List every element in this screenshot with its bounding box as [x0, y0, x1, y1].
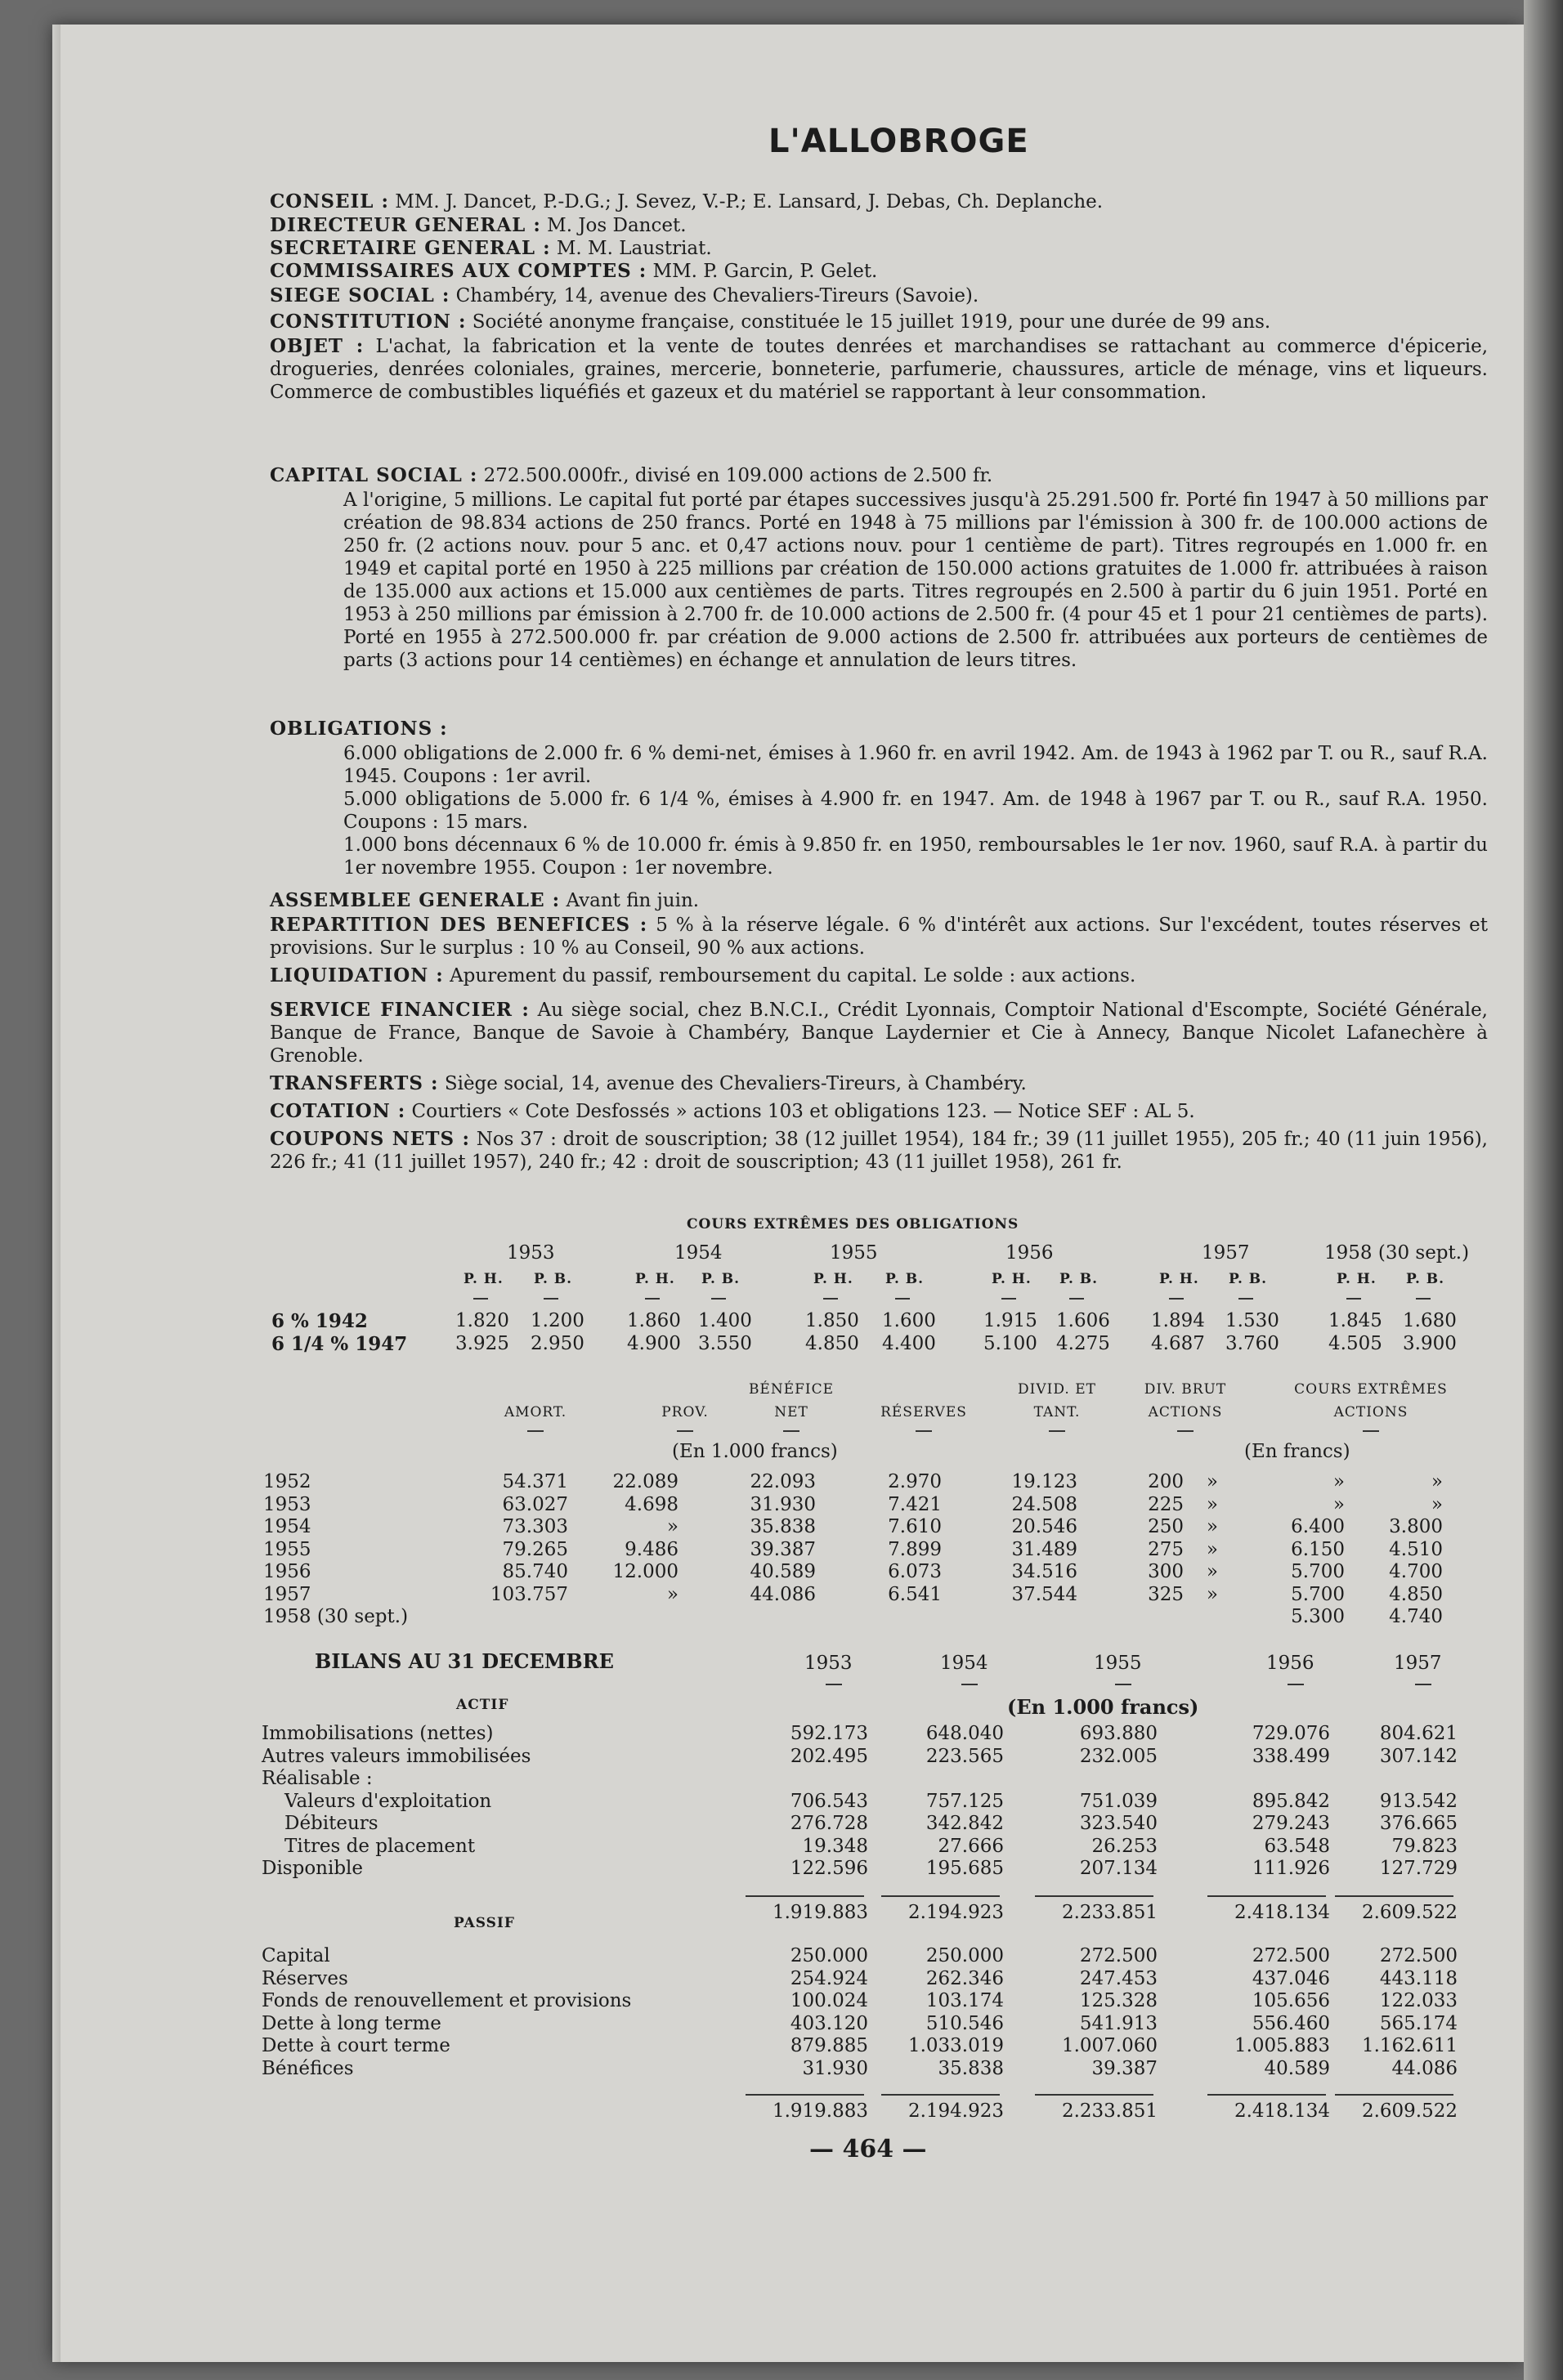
entry-text: M. M. Laustriat. [556, 238, 712, 259]
ph-label: P. H. [635, 1271, 675, 1287]
dash [1169, 1298, 1184, 1300]
results-cell: 20.546 [1011, 1516, 1077, 1537]
entry-text: M. Jos Dancet. [547, 215, 687, 236]
total-rule [881, 2094, 1000, 2096]
bilan-value: 35.838 [938, 2057, 1004, 2079]
dash [823, 1298, 838, 1300]
bilan-value: 122.596 [790, 1858, 868, 1879]
results-cell: » [1206, 1516, 1218, 1537]
results-cell: 34.516 [1011, 1561, 1077, 1582]
entry-text: 272.500.000fr., divisé en 109.000 actions de 2.500 fr. [483, 465, 993, 486]
bond-price: 2.950 [531, 1333, 584, 1354]
results-cell: 4.698 [625, 1493, 678, 1515]
results-year: 1952 [263, 1471, 311, 1492]
results-column-header: RÉSERVES [880, 1404, 967, 1420]
bilan-total: 2.233.851 [1061, 2100, 1158, 2122]
bilan-value: 307.142 [1379, 1745, 1458, 1767]
ph-label: P. H. [464, 1271, 504, 1287]
results-cell: » [1431, 1471, 1443, 1492]
results-cell: 325 [1148, 1583, 1184, 1605]
pb-label: P. B. [1406, 1271, 1445, 1287]
bilan-value: 279.243 [1252, 1813, 1330, 1834]
section-label: LIQUIDATION : [270, 964, 444, 986]
dash [961, 1684, 978, 1685]
bond-price: 4.275 [1056, 1333, 1110, 1354]
bond-price: 1.915 [983, 1310, 1037, 1331]
results-cell: 73.303 [502, 1516, 568, 1537]
section-entry [270, 889, 1488, 912]
dash [1177, 1430, 1194, 1432]
section-entry [270, 999, 1488, 1067]
bond-price: 1.530 [1225, 1310, 1279, 1331]
section-label: REPARTITION DES BENEFICES : [270, 914, 648, 936]
bilan-value: 250.000 [790, 1945, 868, 1966]
results-cell: 103.757 [490, 1583, 568, 1605]
results-column-header: DIVID. ET TANT. [1018, 1381, 1096, 1420]
results-year: 1954 [263, 1516, 311, 1537]
bilan-value: 648.040 [925, 1723, 1004, 1744]
year-label: 1956 [1005, 1242, 1054, 1264]
obligation-item: 5.000 obligations de 5.000 fr. 6 1/4 %, émises à 4.900 fr. en 1947. Am. de 1948 à 1967 par T. ou R., sauf R.A. 1950. Coupons : 15 mars. [343, 789, 1488, 833]
dash [1115, 1684, 1131, 1685]
total-rule [746, 1895, 864, 1897]
header-entry [270, 335, 1488, 404]
bilan-total: 2.194.923 [907, 2100, 1004, 2122]
bilan-value: 247.453 [1079, 1967, 1158, 1989]
entry-label: CAPITAL SOCIAL : [270, 464, 478, 486]
bilan-value: 202.495 [790, 1745, 868, 1767]
bilan-year: 1954 [940, 1653, 988, 1674]
section-label: COTATION : [270, 1100, 406, 1122]
bilan-value: 19.348 [802, 1835, 868, 1857]
obligations-heading: OBLIGATIONS : [270, 718, 448, 740]
passif-label: PASSIF [454, 1915, 515, 1931]
bilan-value: 31.930 [802, 2057, 868, 2079]
bilan-value: 804.621 [1379, 1723, 1458, 1744]
section-entry [270, 1072, 1488, 1095]
results-cell: 7.899 [888, 1538, 942, 1560]
bilan-year: 1953 [804, 1653, 853, 1674]
ph-label: P. H. [992, 1271, 1032, 1287]
bilan-value: 376.665 [1379, 1813, 1458, 1834]
section-text: Courtiers « Cote Desfossés » actions 103 et obligations 123. — Notice SEF : AL 5. [411, 1101, 1195, 1122]
bond-price: 3.550 [698, 1333, 752, 1354]
results-cell: » [1206, 1561, 1218, 1582]
results-cell: 4.510 [1389, 1538, 1443, 1560]
bond-price: 1.200 [531, 1310, 584, 1331]
entry-text: MM. P. Garcin, P. Gelet. [652, 261, 878, 282]
results-cell: 85.740 [502, 1561, 568, 1582]
bilan-value: 207.134 [1079, 1858, 1158, 1879]
bilan-line-label: Disponible [262, 1858, 364, 1879]
section-text: Avant fin juin. [566, 890, 700, 911]
results-cell: » [666, 1583, 678, 1605]
ph-label: P. H. [1337, 1271, 1377, 1287]
header-entry [270, 190, 1488, 213]
entry-text: Société anonyme française, constituée le 15 juillet 1919, pour une durée de 99 ans. [472, 311, 1271, 333]
results-column-header: AMORT. [504, 1404, 567, 1420]
entry-text: Chambéry, 14, avenue des Chevaliers-Tireurs (Savoie). [455, 285, 979, 306]
bilan-year: 1956 [1266, 1653, 1314, 1674]
bilan-value: 254.924 [790, 1967, 868, 1989]
year-label: 1954 [674, 1242, 723, 1264]
bilan-value: 40.589 [1264, 2057, 1330, 2079]
dash [544, 1298, 558, 1300]
section-label: TRANSFERTS : [270, 1072, 439, 1094]
results-cell: 6.541 [888, 1583, 942, 1605]
bilan-value: 105.656 [1252, 1990, 1330, 2011]
bilan-value: 1.007.060 [1061, 2035, 1158, 2056]
bilan-value: 27.666 [938, 1835, 1004, 1857]
results-cell: » [1332, 1493, 1345, 1515]
results-cell: 22.089 [612, 1471, 678, 1492]
pb-label: P. B. [1229, 1271, 1268, 1287]
dash [1346, 1298, 1361, 1300]
bilan-value: 565.174 [1379, 2012, 1458, 2034]
bilan-value: 223.565 [925, 1745, 1004, 1767]
bilan-line-label: Dette à court terme [262, 2035, 450, 2056]
bilan-year: 1957 [1394, 1653, 1442, 1674]
bilan-line-label: Autres valeurs immobilisées [262, 1745, 531, 1767]
results-year: 1957 [263, 1583, 311, 1605]
bilan-value: 262.346 [925, 1967, 1004, 1989]
results-cell: 9.486 [625, 1538, 678, 1560]
bilan-value: 1.005.883 [1234, 2035, 1330, 2056]
header-entry [270, 214, 1488, 237]
results-cell: 54.371 [502, 1471, 568, 1492]
bilan-year: 1955 [1094, 1653, 1142, 1674]
bond-price: 1.820 [455, 1310, 509, 1331]
results-year: 1958 (30 sept.) [263, 1606, 409, 1627]
results-cell: 31.930 [750, 1493, 816, 1515]
pb-label: P. B. [885, 1271, 925, 1287]
header-entry [270, 260, 1488, 283]
bond-price: 3.900 [1403, 1333, 1457, 1354]
results-cell: 275 [1148, 1538, 1184, 1560]
dash [1001, 1298, 1016, 1300]
section-text: Au siège social, chez B.N.C.I., Crédit Lyonnais, Comptoir National d'Escompte, Société Générale, Banque de France, Banque de Savoie à Chambéry, Banque Laydernier et Cie à Annecy, Banque Nicolet Lafanechère à Grenoble. [270, 1000, 1488, 1067]
header-entry [270, 311, 1488, 333]
pb-label: P. B. [534, 1271, 573, 1287]
bond-price: 4.505 [1328, 1333, 1382, 1354]
bilan-total: 2.418.134 [1234, 1902, 1330, 1923]
dash [1049, 1430, 1065, 1432]
dash [1416, 1298, 1431, 1300]
bilan-value: 729.076 [1252, 1723, 1330, 1744]
total-rule [1035, 2094, 1153, 2096]
results-year: 1955 [263, 1538, 311, 1560]
bond-price: 1.860 [627, 1310, 681, 1331]
results-cell: » [1431, 1493, 1443, 1515]
results-cell: 250 [1148, 1516, 1184, 1537]
bilan-value: 751.039 [1079, 1790, 1158, 1812]
dash [527, 1430, 544, 1432]
bilan-value: 125.328 [1079, 1990, 1158, 2011]
section-label: SERVICE FINANCIER : [270, 999, 530, 1021]
results-cell: 6.400 [1291, 1516, 1345, 1537]
bilan-value: 111.926 [1252, 1858, 1330, 1879]
dash [916, 1430, 932, 1432]
results-year: 1953 [263, 1493, 311, 1515]
bilan-line-label: Valeurs d'exploitation [284, 1790, 492, 1812]
bond-price: 4.850 [805, 1333, 859, 1354]
bilan-value: 44.086 [1391, 2057, 1458, 2079]
section-entry [270, 1100, 1488, 1123]
section-entry [270, 914, 1488, 960]
dash [1363, 1430, 1379, 1432]
bilan-value: 232.005 [1079, 1745, 1158, 1767]
year-label: 1953 [507, 1242, 555, 1264]
section-entry [270, 964, 1488, 987]
page-number: — 464 — [809, 2135, 927, 2163]
bilan-value: 79.823 [1391, 1835, 1458, 1857]
results-cell: 39.387 [750, 1538, 816, 1560]
bilan-value: 195.685 [925, 1858, 1004, 1879]
results-cell: » [1206, 1493, 1218, 1515]
results-cell: 63.027 [502, 1493, 568, 1515]
results-cell: » [1332, 1471, 1345, 1492]
results-cell: » [1206, 1583, 1218, 1605]
header-entry [270, 464, 1488, 487]
cours-obligations-title: COURS EXTRÊMES DES OBLIGATIONS [687, 1216, 1019, 1232]
bilan-value: 913.542 [1379, 1790, 1458, 1812]
company-title: L'ALLOBROGE [768, 123, 1029, 160]
total-rule [1335, 2094, 1453, 2096]
bilan-line-label: Immobilisations (nettes) [262, 1723, 494, 1744]
bilan-line-label: Fonds de renouvellement et provisions [262, 1990, 632, 2011]
bond-price: 4.687 [1151, 1333, 1205, 1354]
bilan-total: 2.233.851 [1061, 1902, 1158, 1923]
results-column-header: BÉNÉFICE NET [748, 1381, 835, 1420]
bilan-total: 1.919.883 [772, 1902, 868, 1923]
bilan-line-label: Débiteurs [284, 1813, 378, 1834]
bilan-total: 2.418.134 [1234, 2100, 1330, 2122]
bilans-unit: (En 1.000 francs) [1007, 1695, 1199, 1719]
year-label: 1958 (30 sept.) [1324, 1242, 1470, 1264]
bilan-value: 1.033.019 [907, 2035, 1004, 2056]
results-year: 1956 [263, 1561, 311, 1582]
total-rule [746, 2094, 864, 2096]
year-label: 1955 [830, 1242, 878, 1264]
bilan-value: 26.253 [1091, 1835, 1158, 1857]
total-rule [1335, 1895, 1453, 1897]
results-cell: 12.000 [612, 1561, 678, 1582]
bilan-value: 272.500 [1379, 1945, 1458, 1966]
pb-label: P. B. [701, 1271, 741, 1287]
header-entry [270, 284, 1488, 307]
results-column-header: PROV. [661, 1404, 709, 1420]
header-entry [270, 237, 1488, 260]
bilan-value: 403.120 [790, 2012, 868, 2034]
bilan-line-label: Réserves [262, 1967, 348, 1989]
section-text: Siège social, 14, avenue des Chevaliers-Tireurs, à Chambéry. [444, 1073, 1027, 1094]
bilan-total: 2.194.923 [907, 1902, 1004, 1923]
results-column-header: COURS EXTRÊMES ACTIONS [1294, 1381, 1448, 1420]
bilan-value: 443.118 [1379, 1967, 1458, 1989]
dash [473, 1298, 488, 1300]
entry-label: DIRECTEUR GENERAL : [270, 214, 541, 236]
bilan-value: 63.548 [1264, 1835, 1330, 1857]
results-cell: 5.700 [1291, 1583, 1345, 1605]
results-cell: 4.850 [1389, 1583, 1443, 1605]
pb-label: P. B. [1059, 1271, 1099, 1287]
bilan-value: 1.162.611 [1361, 2035, 1458, 2056]
results-unit-left: (En 1.000 francs) [672, 1441, 838, 1462]
bilan-value: 122.033 [1379, 1990, 1458, 2011]
obligations-label [270, 718, 1488, 740]
results-cell: 4.700 [1389, 1561, 1443, 1582]
dash [826, 1684, 842, 1685]
bond-price: 4.900 [627, 1333, 681, 1354]
results-cell: 2.970 [888, 1471, 942, 1492]
bilan-value: 338.499 [1252, 1745, 1330, 1767]
results-cell: 5.700 [1291, 1561, 1345, 1582]
entry-label: CONSEIL : [270, 190, 389, 212]
dash [677, 1430, 693, 1432]
section-text: Nos 37 : droit de souscription; 38 (12 juillet 1954), 184 fr.; 39 (11 juillet 1955), 205 fr.; 40 (11 juin 1956), 226 fr.; 41 (11 juillet 1957), 240 fr.; 42 : droit de souscription; 43 (11 juillet 1958), 261 fr. [270, 1129, 1488, 1173]
section-text: Apurement du passif, remboursement du capital. Le solde : aux actions. [450, 965, 1136, 986]
bilan-total: 2.609.522 [1361, 1902, 1458, 1923]
entry-label: SIEGE SOCIAL : [270, 284, 450, 306]
results-cell: 200 [1148, 1471, 1184, 1492]
bilan-total: 2.609.522 [1361, 2100, 1458, 2122]
entry-label: COMMISSAIRES AUX COMPTES : [270, 260, 647, 282]
dash [783, 1430, 799, 1432]
bond-price: 1.400 [698, 1310, 752, 1331]
results-cell: 7.610 [888, 1516, 942, 1537]
obligation-item: 1.000 bons décennaux 6 % de 10.000 fr. émis à 9.850 fr. en 1950, remboursables le 1er nov. 1960, sauf R.A. à partir du 1er novembre 1955. Coupon : 1er novembre. [343, 834, 1488, 879]
entry-label: SECRETAIRE GENERAL : [270, 237, 551, 259]
bilan-value: 693.880 [1079, 1723, 1158, 1744]
bilan-value: 272.500 [1079, 1945, 1158, 1966]
bilan-value: 757.125 [925, 1790, 1004, 1812]
results-cell: 44.086 [750, 1583, 816, 1605]
results-cell: 40.589 [750, 1561, 816, 1582]
page-edge [52, 25, 60, 2362]
bilan-line-label: Capital [262, 1945, 330, 1966]
dash [645, 1298, 660, 1300]
results-cell: 4.740 [1389, 1606, 1443, 1627]
results-cell: 7.421 [888, 1493, 942, 1515]
bilan-value: 103.174 [925, 1990, 1004, 2011]
results-unit-right: (En francs) [1244, 1441, 1350, 1462]
bilan-line-label: Réalisable : [262, 1768, 373, 1789]
results-cell: 6.150 [1291, 1538, 1345, 1560]
section-label: ASSEMBLEE GENERALE : [270, 889, 561, 911]
actif-label: ACTIF [456, 1697, 509, 1713]
entry-text: L'achat, la fabrication et la vente de toutes denrées et marchandises se rattachant au commerce d'épicerie, drogueries, denrées coloniales, graines, mercerie, bonneterie, parfumerie, chaussures, article de ménage, vins et liqueurs. Commerce de combustibles liquéfiés et gazeux et du matériel se rapportant à leur consommation. [270, 336, 1488, 403]
results-cell: 31.489 [1011, 1538, 1077, 1560]
dash [1288, 1684, 1304, 1685]
bilan-value: 276.728 [790, 1813, 868, 1834]
results-cell: 6.073 [888, 1561, 942, 1582]
dash [1415, 1684, 1431, 1685]
year-label: 1957 [1202, 1242, 1250, 1264]
total-rule [1207, 2094, 1326, 2096]
bilan-value: 706.543 [790, 1790, 868, 1812]
bilan-total: 1.919.883 [772, 2100, 868, 2122]
results-cell: » [1206, 1471, 1218, 1492]
bilan-value: 323.540 [1079, 1813, 1158, 1834]
dash [895, 1298, 910, 1300]
results-cell: 225 [1148, 1493, 1184, 1515]
entry-label: CONSTITUTION : [270, 311, 467, 333]
ph-label: P. H. [1159, 1271, 1199, 1287]
bilan-value: 556.460 [1252, 2012, 1330, 2034]
bilan-value: 437.046 [1252, 1967, 1330, 1989]
bond-label: 6 1/4 % 1947 [271, 1333, 408, 1355]
entry-label: OBJET : [270, 335, 365, 357]
bilan-value: 592.173 [790, 1723, 868, 1744]
entry-text: MM. J. Dancet, P.-D.G.; J. Sevez, V.-P.; E. Lansard, J. Debas, Ch. Deplanche. [395, 191, 1104, 212]
bond-price: 1.850 [805, 1310, 859, 1331]
capital-history: A l'origine, 5 millions. Le capital fut porté par étapes successives jusqu'à 25.291.500 fr. Porté fin 1947 à 50 millions par création de 98.834 actions de 250 francs. Porté en 1948 à 75 millions par l'émission à 300 fr. de 100.000 actions de 250 fr. (2 actions nouv. pour 5 anc. et 0,47 actions nouv. pour 1 centième de part). Titres regroupés en 1.000 fr. en 1949 et capital porté en 1950 à 225 millions par création de 150.000 actions gratuites de 1.000 fr. attribuées à raison de 135.000 aux actions et 15.000 aux centièmes de parts. Titres regroupés en 2.500 à partir du 6 juin 1951. Porté en 1953 à 250 millions par émission à 2.700 fr. de 10.000 actions de 2.500 fr. (4 pour 45 et 1 pour 21 centièmes de parts). Porté en 1955 à 272.500.000 fr. par création de 9.000 actions de 2.500 fr. attribuées aux porteurs de centièmes de parts (3 actions pour 14 centièmes) en échange et annulation de leurs titres. [343, 490, 1488, 671]
results-cell: 5.300 [1291, 1606, 1345, 1627]
results-cell: 35.838 [750, 1516, 816, 1537]
results-cell: » [666, 1516, 678, 1537]
bond-price: 4.400 [882, 1333, 936, 1354]
bilan-value: 541.913 [1079, 2012, 1158, 2034]
bond-price: 5.100 [983, 1333, 1037, 1354]
dash [1238, 1298, 1253, 1300]
bilan-value: 342.842 [925, 1813, 1004, 1834]
results-cell: » [1206, 1538, 1218, 1560]
binding-shadow [1524, 0, 1563, 2380]
results-cell: 300 [1148, 1561, 1184, 1582]
bilan-value: 272.500 [1252, 1945, 1330, 1966]
total-rule [1207, 1895, 1326, 1897]
results-column-header: DIV. BRUT ACTIONS [1144, 1381, 1227, 1420]
ph-label: P. H. [813, 1271, 853, 1287]
bilan-value: 510.546 [925, 2012, 1004, 2034]
bilan-value: 879.885 [790, 2035, 868, 2056]
results-cell: 24.508 [1011, 1493, 1077, 1515]
total-rule [881, 1895, 1000, 1897]
bilan-value: 100.024 [790, 1990, 868, 2011]
bilan-line-label: Dette à long terme [262, 2012, 441, 2034]
bilan-value: 895.842 [1252, 1790, 1330, 1812]
results-cell: 3.800 [1389, 1516, 1443, 1537]
section-label: COUPONS NETS : [270, 1128, 470, 1150]
bilan-line-label: Titres de placement [284, 1835, 476, 1857]
results-cell: 37.544 [1011, 1583, 1077, 1605]
results-cell: 79.265 [502, 1538, 568, 1560]
bond-price: 3.925 [455, 1333, 509, 1354]
bond-price: 1.606 [1056, 1310, 1110, 1331]
obligation-item: 6.000 obligations de 2.000 fr. 6 % demi-net, émises à 1.960 fr. en avril 1942. Am. de 1943 à 1962 par T. ou R., sauf R.A. 1945. Coupons : 1er avril. [343, 743, 1488, 787]
bilan-value: 39.387 [1091, 2057, 1158, 2079]
results-cell: 19.123 [1011, 1471, 1077, 1492]
bond-price: 1.680 [1403, 1310, 1457, 1331]
dash [1069, 1298, 1084, 1300]
results-cell: 22.093 [750, 1471, 816, 1492]
section-entry [270, 1128, 1488, 1174]
bond-price: 1.894 [1151, 1310, 1205, 1331]
bond-price: 3.760 [1225, 1333, 1279, 1354]
total-rule [1035, 1895, 1153, 1897]
dash [711, 1298, 726, 1300]
bilan-value: 127.729 [1379, 1858, 1458, 1879]
bilans-title: BILANS AU 31 DECEMBRE [315, 1649, 614, 1673]
bilan-value: 250.000 [925, 1945, 1004, 1966]
bond-price: 1.845 [1328, 1310, 1382, 1331]
bilan-line-label: Bénéfices [262, 2057, 354, 2079]
section-text: 5 % à la réserve légale. 6 % d'intérêt aux actions. Sur l'excédent, toutes réserves et provisions. Sur le surplus : 10 % au Conseil, 90 % aux actions. [270, 915, 1488, 959]
bond-price: 1.600 [882, 1310, 936, 1331]
bond-label: 6 % 1942 [271, 1310, 368, 1332]
